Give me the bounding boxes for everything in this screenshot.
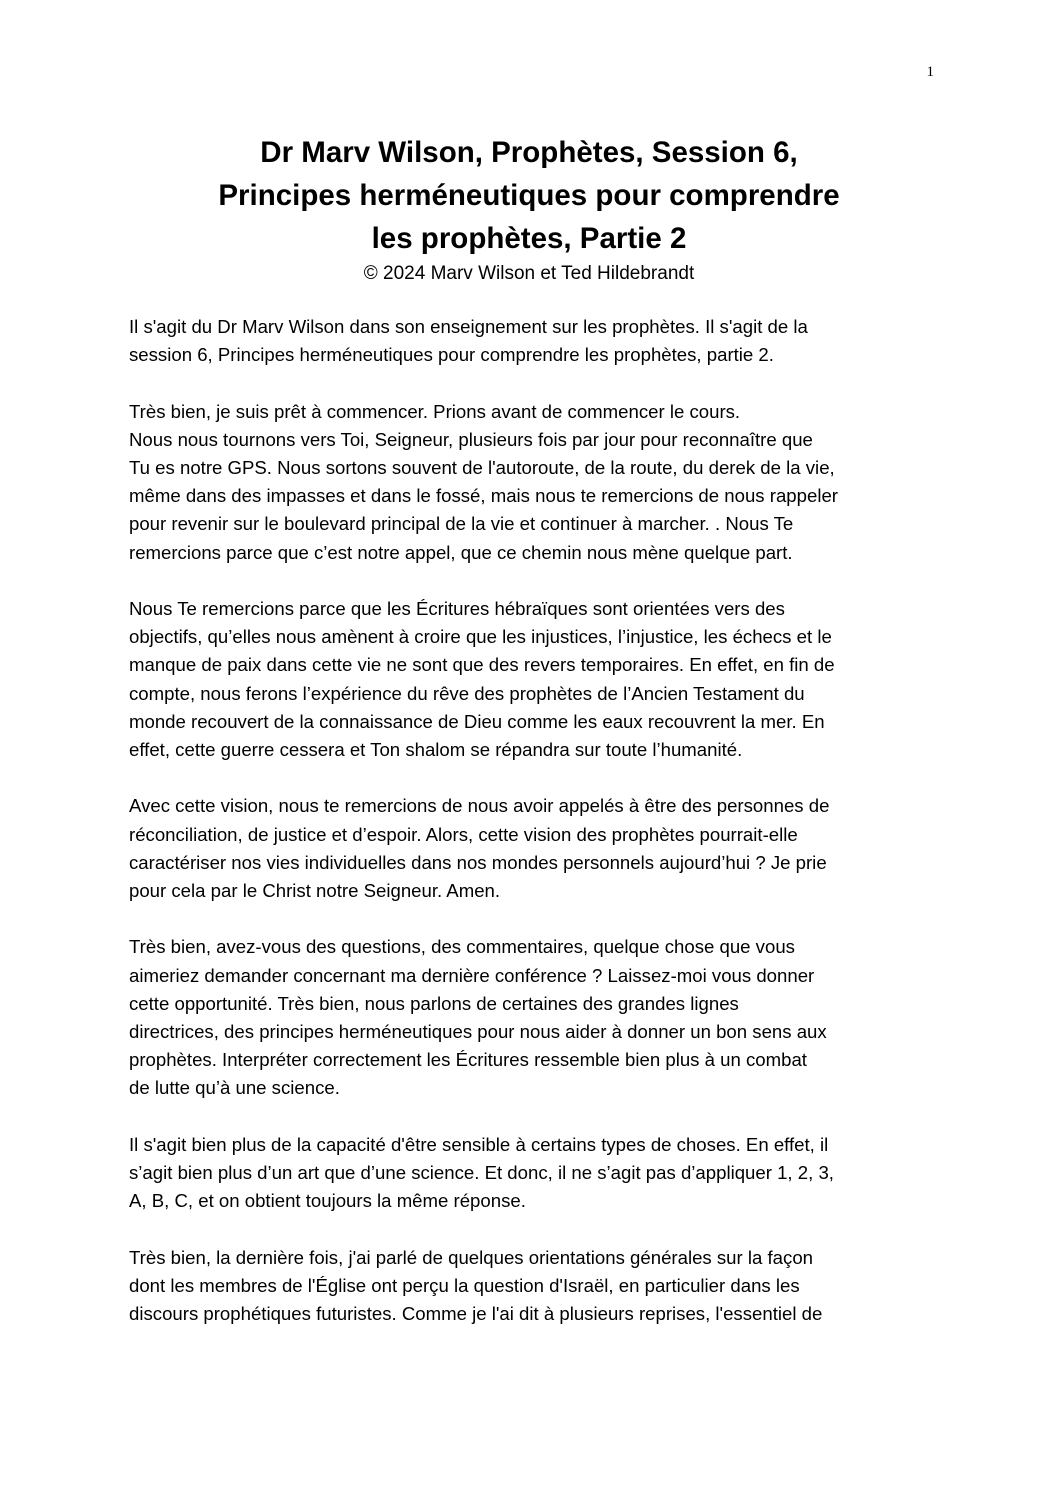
text-line: Il s'agit bien plus de la capacité d'être sensible à certains types de choses. En effet, il	[129, 1133, 829, 1155]
text-line: objectifs, qu’elles nous amènent à croire que les injustices, l’injustice, les échecs et le	[129, 626, 832, 648]
text-line: même dans des impasses et dans le fossé, mais nous te remercions de nous rappeler	[129, 485, 838, 507]
text-line: Très bien, la dernière fois, j'ai parlé de quelques orientations générales sur la façon	[129, 1246, 814, 1268]
text-line: Très bien, je suis prêt à commencer. Prions avant de commencer le cours.	[129, 400, 741, 422]
text-line: dont les membres de l'Église ont perçu la question d'Israël, en particulier dans les	[129, 1274, 800, 1296]
text-line: réconciliation, de justice et d’espoir. Alors, cette vision des prophètes pourrait-elle	[129, 823, 798, 845]
document-body	[129, 313, 949, 1356]
text-line: cette opportunité. Très bien, nous parlons de certaines des grandes lignes	[129, 992, 739, 1014]
paragraph-3	[129, 595, 949, 764]
paragraph-1	[129, 313, 949, 369]
text-line: de lutte qu’à une science.	[129, 1077, 340, 1099]
title-line-2: Principes herméneutiques pour comprendre	[218, 179, 840, 212]
text-line: caractériser nos vies individuelles dans nos mondes personnels aujourd’hui ? Je prie	[129, 851, 827, 873]
paragraph-4	[129, 792, 949, 905]
text-line: pour cela par le Christ notre Seigneur. Amen.	[129, 880, 501, 902]
text-line: Il s'agit du Dr Marv Wilson dans son enseignement sur les prophètes. Il s'agit de la	[129, 316, 808, 337]
text-line: effet, cette guerre cessera et Ton shalom se répandra sur toute l’humanité.	[129, 739, 743, 761]
text-line: manque de paix dans cette vie ne sont que des revers temporaires. En effet, en fin de	[129, 654, 835, 676]
text-line: s’agit bien plus d’un art que d’une science. Et donc, il ne s’agit pas d’appliquer 1, 2, 3,	[129, 1162, 834, 1184]
text-line: Très bien, avez-vous des questions, des commentaires, quelque chose que vous	[129, 936, 795, 958]
paragraph-6	[129, 1131, 949, 1216]
paragraph-2	[129, 398, 949, 567]
text-line: A, B, C, et on obtient toujours la même réponse.	[129, 1190, 526, 1212]
text-line: aimeriez demander concernant ma dernière conférence ? Laissez-moi vous donner	[129, 964, 815, 986]
text-line: Nous Te remercions parce que les Écritures hébraïques sont orientées vers des	[129, 598, 785, 619]
text-line: Nous nous tournons vers Toi, Seigneur, plusieurs fois par jour pour reconnaître que	[129, 428, 813, 450]
text-line: remercions parce que c’est notre appel, que ce chemin nous mène quelque part.	[129, 541, 793, 563]
paragraph-5	[129, 933, 949, 1102]
copyright-notice: © 2024 Marv Wilson et Ted Hildebrandt	[363, 263, 695, 284]
text-line: session 6, Principes herméneutiques pour comprendre les prophètes, partie 2.	[129, 344, 774, 366]
text-line: discours prophétiques futuristes. Comme je l'ai dit à plusieurs reprises, l'essentiel de	[129, 1303, 823, 1325]
title-line-1: Dr Marv Wilson, Prophètes, Session 6,	[260, 136, 798, 169]
paragraph-7	[129, 1244, 949, 1329]
text-line: compte, nous ferons l’expérience du rêve des prophètes de l’Ancien Testament du	[129, 682, 805, 704]
text-line: Avec cette vision, nous te remercions de nous avoir appelés à être des personnes de	[129, 795, 830, 817]
text-line: monde recouvert de la connaissance de Dieu comme les eaux recouvrent la mer. En	[129, 710, 825, 732]
text-line: Tu es notre GPS. Nous sortons souvent de l'autoroute, de la route, du derek de la vie,	[129, 457, 835, 478]
text-line: directrices, des principes herméneutiques pour nous aider à donner un bon sens aux	[129, 1021, 827, 1043]
text-line: pour revenir sur le boulevard principal de la vie et continuer à marcher. . Nous Te	[129, 513, 794, 535]
document-header	[0, 131, 1058, 286]
title-line-3: les prophètes, Partie 2	[371, 222, 687, 255]
text-line: prophètes. Interpréter correctement les Écritures ressemble bien plus à un combat	[129, 1049, 807, 1071]
page-number: 1	[926, 64, 934, 80]
